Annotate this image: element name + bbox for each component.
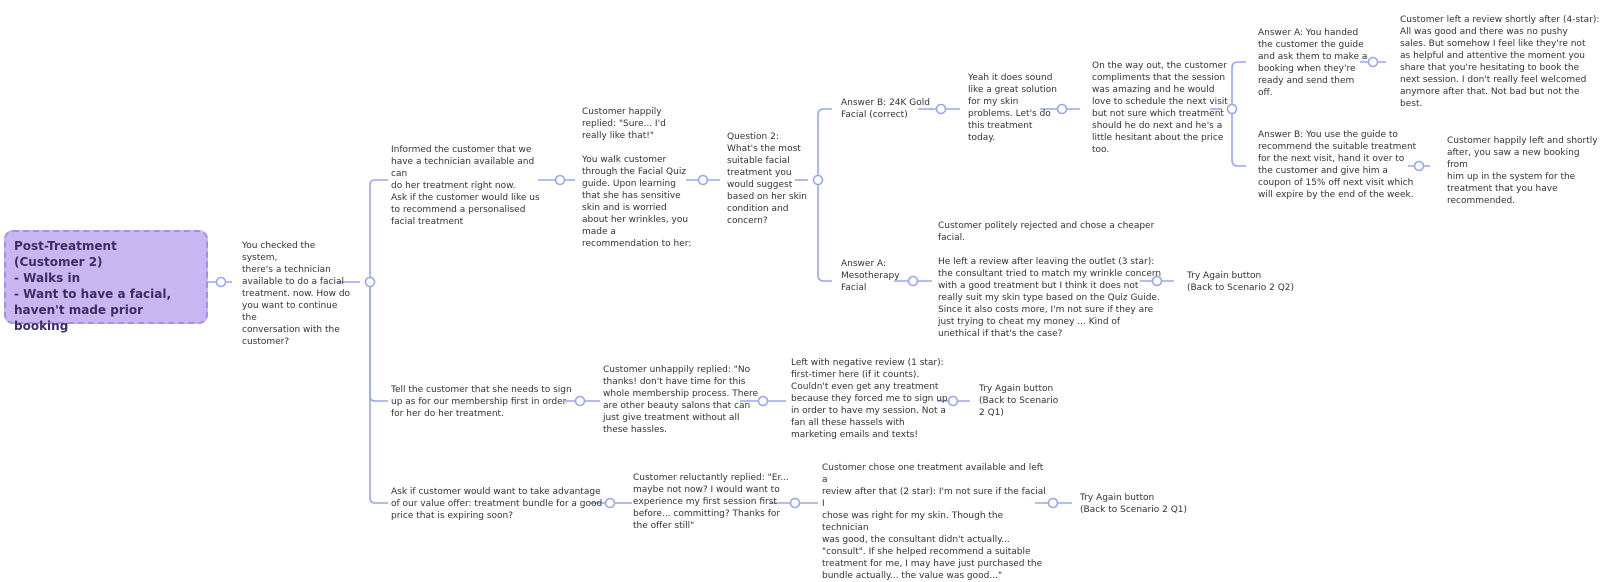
node-on-the-way-out[interactable]: On the way out, the customer compliments that the session was amazing and he would love to schedule the next visit but not sure which treatment should he do next and he's a little hesitant about the price too. [1092,61,1228,155]
node-happily-left[interactable]: Customer happily left and shortly after, you saw a new booking from him up in the system for the treatment that you have recommended. [1447,136,1598,206]
node-option-technician[interactable]: Informed the customer that we have a technician available and can do her treatment right now. Ask if the customer would like us to recommend a personalised facial treatment [391,145,540,227]
node-answer-a-meso[interactable]: Answer A: Mesotherapy Facial [841,259,900,293]
node-answer-b-guide[interactable]: Answer B: You use the guide to recommend the suitable treatment for the next visit, hand it over to the customer and give him a coupon of 15% off next visit which will expire by the end of the week. [1258,130,1417,200]
node-try-again-q1b[interactable]: Try Again button (Back to Scenario 2 Q1) [1080,493,1188,515]
node-happy-reply[interactable]: Customer happily replied: "Sure... I'd really like that!" You walk customer through the Facial Quiz guide. Upon learning that she has sensitive skin and is worried about her wrinkles, you made a recommendation to her: [582,107,692,249]
node-try-again-q1a[interactable]: Try Again button (Back to Scenario 2 Q1) [979,384,1059,418]
node-review-2-star[interactable]: Customer chose one treatment available and left a review after that (2 star): I'm not sure if the facial I chose was right for my skin. Though the technician was good, the consultant didn't actually... "consult". If she helped recommend a suitable treatment for me, I may have just purchased the bundle actually... the value was good..." [822,463,1046,581]
node-unhappy-reply[interactable]: Customer unhappily replied: "No thanks! don't have time for this whole membership process. There are other beauty salons that can just give treatment without all these hassles. [603,365,759,435]
node-question-2[interactable]: Question 2: What's the most suitable facial treatment you would suggest based on her skin condition and concern? [727,132,808,226]
node-yeah-it-does[interactable]: Yeah it does sound like a great solution for my skin problems. Let's do this treatment today. [968,73,1057,143]
node-system-check[interactable]: You checked the system, there's a technician available to do a facial treatment. now. How do you want to continue the conversation with the customer? [242,241,351,347]
node-answer-b-gold[interactable]: Answer B: 24K Gold Facial (correct) [841,98,930,120]
node-rejected-cheaper[interactable]: Customer politely rejected and chose a cheaper facial. He left a review after leaving the outlet (3 star): the consultant tried to match my wrinkle concern with a good treatment but I think it does not really suit my skin type based on the Quiz Guide. Since it also costs more, I'm not sure if they are just trying to cheat my money ... Kind of unethical if that's the case? [938,221,1162,339]
node-option-membership[interactable]: Tell the customer that she needs to sign up as for our membership first in order for her do her treatment. [391,385,572,419]
node-negative-review[interactable]: Left with negative review (1 star): first-timer here (if it counts). Couldn't even get any treatment because they forced me to sign up in order to have my session. Not a fan all these hassels with marketing emails and texts! [791,358,948,440]
node-option-bundle[interactable]: Ask if customer would want to take advantage of our value offer: treatment bundle for a good price that is expiring soon? [391,487,603,521]
node-try-again-q2[interactable]: Try Again button (Back to Scenario 2 Q2) [1187,271,1295,293]
node-review-4-star[interactable]: Customer left a review shortly after (4-star): All was good and there was no pushy sales. But somehow I feel like they're not as helpful and attentive the moment you share that you're hesitating to book the next session. I don't really feel welcomed anymore after that. Not bad but not the best. [1400,15,1600,109]
root-topic[interactable]: Post-Treatment (Customer 2) - Walks in - Want to have a facial, haven't made prior booking [4,230,208,324]
node-answer-a-handed[interactable]: Answer A: You handed the customer the guide and ask them to make a booking when they're ready and send them off. [1258,28,1368,98]
node-reluctant-reply[interactable]: Customer reluctantly replied: "Er... maybe not now? I would want to experience my first session first before... committing? Thanks for the offer still" [633,473,789,531]
